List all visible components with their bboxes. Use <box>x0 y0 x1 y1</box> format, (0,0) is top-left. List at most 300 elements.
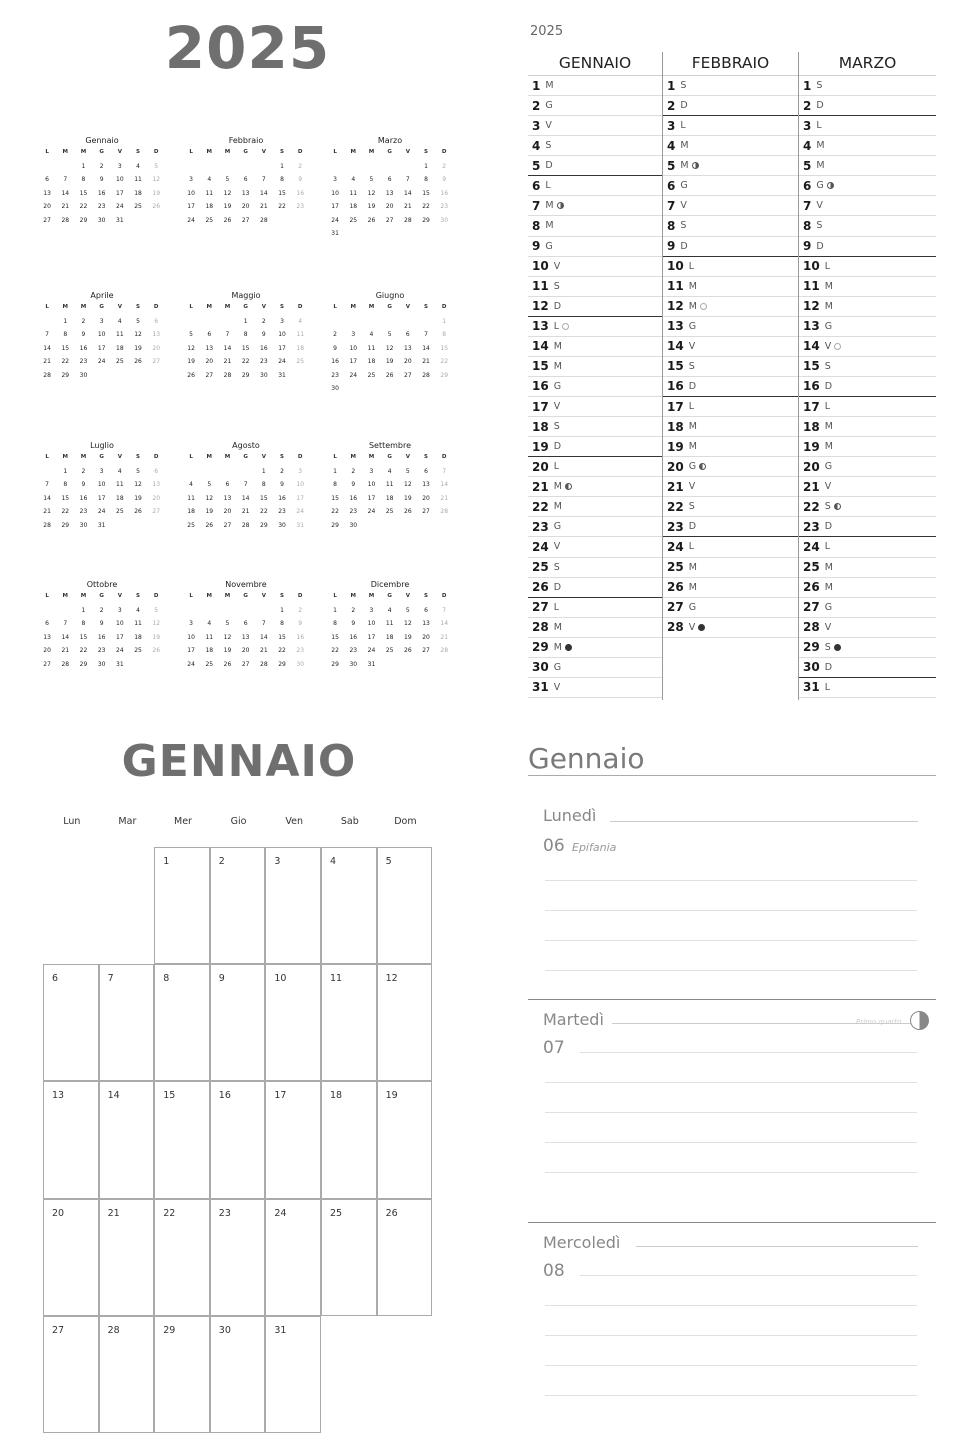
day-number: 15 <box>422 189 430 197</box>
day-number: 22 <box>331 647 339 654</box>
day-number: 31 <box>803 680 820 695</box>
day-number: 19 <box>667 439 684 454</box>
day-number: 07 <box>543 1038 565 1058</box>
day-number: 8 <box>667 218 676 233</box>
weekday-letter: D <box>553 300 562 312</box>
weekday-header: G <box>387 593 392 599</box>
day-number: 26 <box>803 580 820 595</box>
day-number: 29 <box>278 660 286 668</box>
day-number: 25 <box>330 1207 343 1219</box>
day-number: 25 <box>385 647 394 654</box>
weekday-header: M <box>368 149 375 155</box>
weekday-letter: V <box>816 200 823 212</box>
empty-day <box>38 163 56 177</box>
day-number: 18 <box>349 203 358 210</box>
weekday-letter: M <box>688 300 697 312</box>
empty-day <box>362 318 380 332</box>
day-number: 16 <box>440 189 449 197</box>
empty-day <box>218 607 236 621</box>
day-row <box>799 598 936 618</box>
weekday-letter: D <box>688 521 697 533</box>
day-number: 11 <box>134 620 142 627</box>
day-number: 14 <box>260 633 268 641</box>
day-number: 30 <box>97 216 106 224</box>
weekday-letter: M <box>688 441 697 453</box>
day-number: 14 <box>667 339 684 354</box>
day-number: 13 <box>43 189 51 197</box>
day-cell <box>265 1199 321 1316</box>
weekday-letter: G <box>553 380 562 392</box>
empty-day <box>399 163 417 177</box>
day-number: 12 <box>187 344 195 352</box>
day-number: 16 <box>296 633 305 641</box>
day-number: 3 <box>117 606 122 614</box>
day-number: 17 <box>296 494 305 502</box>
weekday-letter: M <box>824 561 833 573</box>
month-column <box>662 52 798 700</box>
day-number: 14 <box>61 633 70 641</box>
day-cell <box>210 964 266 1081</box>
day-number: 12 <box>152 620 161 627</box>
day-row <box>528 156 662 176</box>
day-number: 6 <box>424 606 428 614</box>
day-number: 19 <box>385 1090 398 1102</box>
day-number: 14 <box>803 339 820 354</box>
day-number: 3 <box>803 118 812 133</box>
empty-day <box>38 318 56 332</box>
day-row <box>528 477 662 497</box>
day-number: 28 <box>260 660 268 668</box>
moon-phase-icon <box>565 644 572 651</box>
weekday-header: D <box>441 593 447 599</box>
weekday-letter: L <box>824 401 830 413</box>
day-number: 29 <box>803 640 820 655</box>
day-number: 10 <box>187 189 195 197</box>
day-number: 19 <box>385 358 394 365</box>
day-number: 26 <box>367 216 376 224</box>
day-number: 25 <box>532 560 549 575</box>
day-cell <box>210 1081 266 1198</box>
day-number: 12 <box>134 331 142 338</box>
day-number: 29 <box>331 521 339 529</box>
day-number: 11 <box>296 331 305 338</box>
weekday-letter: L <box>553 601 559 613</box>
day-number: 14 <box>241 494 250 502</box>
day-number: 4 <box>117 467 122 475</box>
weekday-header: D <box>441 304 447 310</box>
weekday-header: D <box>441 149 447 155</box>
day-row <box>663 136 798 156</box>
weekday-letter: M <box>545 80 554 92</box>
day-number: 2 <box>298 162 303 170</box>
day-number: 23 <box>79 358 88 365</box>
day-number: 11 <box>385 481 394 488</box>
day-row <box>528 277 662 297</box>
day-number: 17 <box>367 633 376 641</box>
day-number: 12 <box>404 481 412 488</box>
day-number: 13 <box>422 481 430 488</box>
weekday-header: D <box>297 454 303 460</box>
planner-day-block <box>528 1002 936 1202</box>
day-cell <box>377 1199 433 1316</box>
day-number: 27 <box>43 660 51 668</box>
day-number: 12 <box>385 973 398 985</box>
day-number: 18 <box>134 189 142 197</box>
day-number: 1 <box>667 78 676 93</box>
day-number: 6 <box>405 331 410 338</box>
day-row <box>528 497 662 517</box>
weekday-header: L <box>189 304 193 310</box>
day-number: 2 <box>442 162 447 170</box>
day-row <box>663 76 798 96</box>
day-number: 06 <box>543 836 565 856</box>
day-row <box>528 76 662 96</box>
weekday-header: G <box>243 304 248 310</box>
day-row <box>663 176 798 196</box>
note-line <box>580 1275 917 1276</box>
month-grid-page <box>0 720 480 1440</box>
day-row <box>799 277 936 297</box>
day-number: 2 <box>99 606 104 614</box>
day-number: 29 <box>61 521 70 529</box>
day-cell <box>377 1081 433 1198</box>
day-number: 17 <box>667 399 684 414</box>
mini-month-days <box>326 149 454 244</box>
day-number: 19 <box>152 189 161 197</box>
day-number: 22 <box>163 1207 176 1219</box>
day-cell <box>154 1081 210 1198</box>
day-number: 23 <box>218 1207 231 1219</box>
day-number: 6 <box>532 178 541 193</box>
weekday-letter: L <box>824 541 830 553</box>
weekday-letter: M <box>553 481 562 493</box>
day-number: 17 <box>349 358 358 365</box>
day-number: 9 <box>298 176 303 183</box>
day-number: 7 <box>261 176 266 183</box>
day-number: 29 <box>79 216 88 224</box>
day-number: 15 <box>61 494 70 502</box>
planner-day-block <box>528 1225 936 1425</box>
day-number: 5 <box>189 331 193 338</box>
year-title: 2025 <box>164 14 331 82</box>
day-number: 20 <box>205 358 214 365</box>
day-number: 4 <box>330 856 337 867</box>
weekday-header: S <box>280 304 285 310</box>
mini-month-days <box>326 593 454 674</box>
day-cell <box>321 1081 377 1198</box>
day-row <box>799 578 936 598</box>
day-number: 18 <box>296 344 305 352</box>
weekday-letter: S <box>824 360 831 372</box>
day-number: 22 <box>260 508 268 515</box>
day-number: 23 <box>349 508 358 515</box>
day-number: 15 <box>667 359 684 374</box>
day-number: 22 <box>331 508 339 515</box>
weekday-letter: D <box>824 521 833 533</box>
day-number: 7 <box>442 467 447 475</box>
weekday-header: D <box>297 593 303 599</box>
day-number: 24 <box>667 539 684 554</box>
day-number: 23 <box>260 358 268 365</box>
day-number: 27 <box>532 600 549 615</box>
day-number: 24 <box>367 647 376 654</box>
day-number: 24 <box>97 358 106 365</box>
day-row <box>799 237 936 257</box>
day-name: Martedì <box>543 1010 604 1029</box>
day-number: 13 <box>152 481 161 488</box>
day-row <box>799 216 936 236</box>
mini-month <box>38 291 166 385</box>
mini-month-days <box>38 454 166 535</box>
day-number: 25 <box>116 508 124 515</box>
day-number: 23 <box>331 371 339 379</box>
mini-month <box>326 441 454 535</box>
mini-month <box>326 291 454 399</box>
day-number: 16 <box>260 344 268 352</box>
weekday-letter: L <box>688 401 694 413</box>
weekday-letter: S <box>816 80 823 92</box>
day-row <box>663 257 798 277</box>
moon-phase-icon <box>700 303 707 310</box>
weekday-header: M <box>80 304 87 310</box>
moon-phase-icon <box>834 343 841 350</box>
day-row <box>663 96 798 116</box>
mini-month-title: Ottobre <box>86 580 118 589</box>
day-number: 20 <box>52 1207 65 1219</box>
day-number: 30 <box>97 660 106 668</box>
empty-day <box>218 318 236 332</box>
day-number: 20 <box>532 459 549 474</box>
empty-day <box>218 163 236 177</box>
planner-month-title: Gennaio <box>528 742 645 775</box>
day-cell <box>43 1081 99 1198</box>
day-number: 18 <box>385 633 394 641</box>
weekday-header: V <box>117 304 122 310</box>
day-number: 30 <box>349 660 358 668</box>
day-number: 9 <box>81 331 86 338</box>
day-number: 22 <box>532 499 549 514</box>
empty-day <box>326 163 344 177</box>
day-row <box>663 397 798 417</box>
moon-phase-icon <box>834 644 841 651</box>
day-row <box>663 558 798 578</box>
day-number: 19 <box>152 633 161 641</box>
weekday-header: S <box>280 149 285 155</box>
day-row <box>528 196 662 216</box>
weekday-letter: G <box>545 240 553 252</box>
day-row <box>528 517 662 537</box>
day-row <box>663 537 798 557</box>
day-number: 5 <box>405 606 410 614</box>
day-row <box>528 357 662 377</box>
day-row <box>799 136 936 156</box>
day-number: 11 <box>367 344 376 352</box>
weekday-header: G <box>99 593 104 599</box>
weekday-header: D <box>153 454 159 460</box>
day-number: 9 <box>280 481 284 488</box>
day-number: 26 <box>187 371 195 379</box>
day-number: 6 <box>803 178 812 193</box>
day-number: 23 <box>296 647 305 654</box>
day-number: 23 <box>667 519 684 534</box>
weekday-header: M <box>350 593 357 599</box>
day-number: 24 <box>187 660 195 668</box>
day-number: 20 <box>43 203 51 210</box>
day-number: 19 <box>134 344 142 352</box>
day-number: 5 <box>225 176 230 183</box>
weekday-header: M <box>62 149 69 155</box>
day-number: 29 <box>260 521 268 529</box>
day-cell <box>265 847 321 964</box>
weekday-header: M <box>206 304 213 310</box>
weekday-header: G <box>99 454 104 460</box>
day-number: 15 <box>241 344 250 352</box>
weekday-letter: D <box>680 100 688 112</box>
day-row <box>799 297 936 317</box>
day-row <box>799 537 936 557</box>
mini-month-days <box>182 593 310 674</box>
mini-month-title: Dicembre <box>370 580 410 589</box>
day-number: 16 <box>97 633 106 641</box>
day-number: 8 <box>803 218 812 233</box>
weekday-letter: L <box>680 120 686 132</box>
day-row <box>528 537 662 557</box>
day-number: 20 <box>667 459 684 474</box>
day-row <box>799 477 936 497</box>
weekday-letter: V <box>545 120 552 132</box>
weekday-header: L <box>45 304 49 310</box>
weekday-header: G <box>387 149 392 155</box>
day-number: 12 <box>667 299 684 314</box>
day-separator <box>528 1222 936 1223</box>
day-row <box>799 417 936 437</box>
weekday-letter: M <box>545 200 554 212</box>
day-row <box>663 297 798 317</box>
weekday-header: S <box>424 454 429 460</box>
day-number: 7 <box>424 331 428 338</box>
day-number: 17 <box>278 344 286 352</box>
day-number: 15 <box>260 494 268 502</box>
weekday-letter: S <box>680 80 687 92</box>
day-number: 26 <box>152 203 161 210</box>
day-number: 24 <box>278 358 286 365</box>
day-number: 7 <box>442 606 447 614</box>
day-number: 21 <box>61 647 70 654</box>
mini-month <box>38 136 166 230</box>
day-number: 15 <box>163 1090 176 1102</box>
empty-day <box>182 318 200 332</box>
day-number: 30 <box>79 521 88 529</box>
empty-day <box>237 468 255 482</box>
day-number: 3 <box>99 317 104 325</box>
weekday-letter: S <box>553 561 560 573</box>
weekday-header: L <box>189 593 193 599</box>
day-row <box>528 638 662 658</box>
weekday-header: V <box>261 593 266 599</box>
day-number: 17 <box>116 189 124 197</box>
weekday-header: M <box>80 454 87 460</box>
weekday-header: V <box>261 454 266 460</box>
day-number: 4 <box>803 138 812 153</box>
weekday-letter: G <box>824 461 833 473</box>
empty-day <box>399 318 417 332</box>
day-number: 10 <box>97 331 106 338</box>
day-number: 5 <box>803 158 812 173</box>
month-title: GENNAIO <box>121 736 357 787</box>
day-number: 21 <box>404 203 412 210</box>
day-separator <box>528 999 936 1000</box>
day-number: 17 <box>187 647 195 654</box>
day-number: 6 <box>243 620 248 627</box>
day-number: 2 <box>218 856 225 867</box>
day-number: 23 <box>97 203 106 210</box>
day-number: 13 <box>532 319 549 334</box>
empty-day <box>362 163 380 177</box>
day-number: 31 <box>278 371 286 379</box>
day-number: 15 <box>79 189 88 197</box>
day-number: 10 <box>532 259 549 274</box>
day-number: 11 <box>532 279 549 294</box>
day-number: 25 <box>187 521 195 529</box>
day-number: 14 <box>260 189 268 197</box>
weekday-header: S <box>136 593 141 599</box>
weekday-letter: M <box>688 280 697 292</box>
day-number: 17 <box>532 399 549 414</box>
day-number: 21 <box>223 358 232 365</box>
day-number: 7 <box>225 331 230 338</box>
day-number: 30 <box>218 1324 231 1336</box>
day-number: 25 <box>349 216 358 224</box>
day-number: 9 <box>532 239 541 254</box>
day-number: 4 <box>207 176 212 183</box>
day-number: 18 <box>134 633 142 641</box>
day-cell <box>210 847 266 964</box>
day-number: 16 <box>349 494 358 502</box>
day-row <box>663 156 798 176</box>
day-number: 13 <box>803 319 820 334</box>
day-row <box>663 437 798 457</box>
day-number: 30 <box>803 660 820 675</box>
day-number: 3 <box>117 162 122 170</box>
day-cell <box>99 964 155 1081</box>
day-number: 5 <box>385 856 392 867</box>
day-number: 1 <box>261 467 266 475</box>
weekday-letter: V <box>680 200 687 212</box>
day-number: 12 <box>223 189 232 197</box>
day-number: 29 <box>79 660 88 668</box>
day-name-rule <box>610 821 918 822</box>
day-row <box>663 578 798 598</box>
day-number: 11 <box>330 973 343 985</box>
day-row <box>799 317 936 337</box>
day-number: 25 <box>385 508 394 515</box>
day-number: 8 <box>280 176 284 183</box>
weekday-header: Lun <box>63 816 81 827</box>
month-column-title: GENNAIO <box>528 52 662 76</box>
day-number: 13 <box>667 319 684 334</box>
day-number: 9 <box>351 620 356 627</box>
weekday-letter: G <box>688 461 697 473</box>
empty-day <box>237 607 255 621</box>
day-number: 28 <box>107 1324 120 1336</box>
day-number: 26 <box>532 580 549 595</box>
weekday-header: M <box>368 454 375 460</box>
weekday-letter: S <box>545 140 552 152</box>
day-number: 9 <box>99 620 104 627</box>
day-number: 10 <box>349 344 358 352</box>
mini-month-days <box>182 149 310 230</box>
day-number: 12 <box>367 189 376 197</box>
